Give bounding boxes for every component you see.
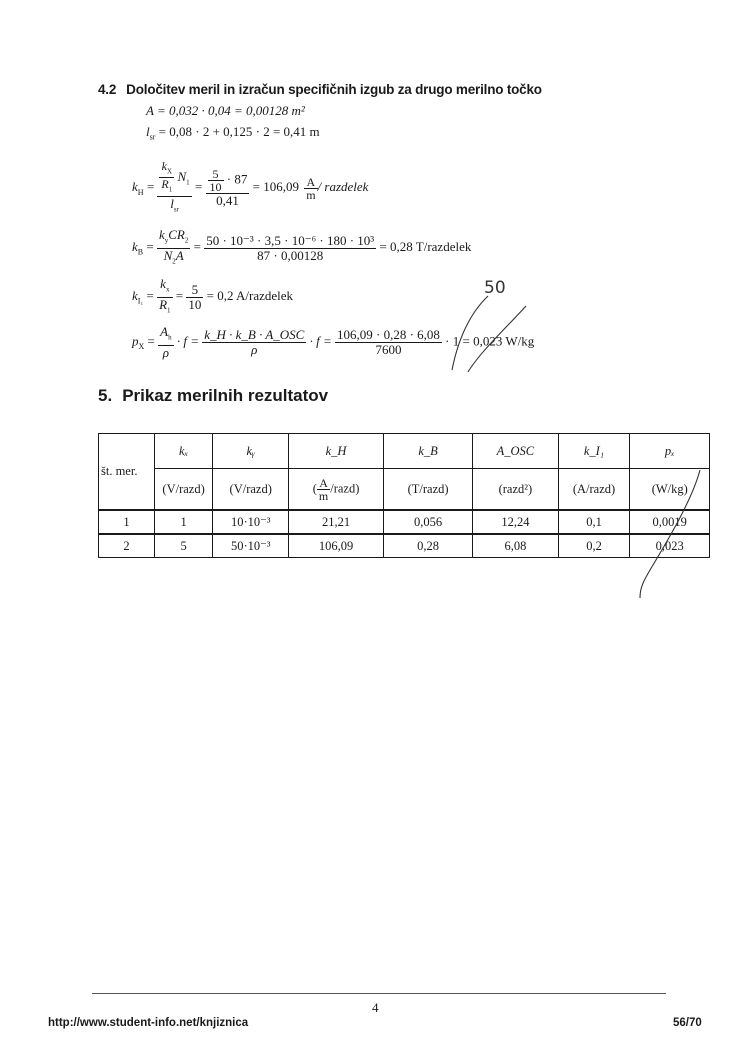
col-symbol: kᵧ (213, 434, 289, 469)
formula-area: A = 0,032 · 0,04 = 0,00128 m² (146, 103, 305, 118)
formula-kI1: $k_{I_1}$ = $\frac{k_x}{R_1}$ = $\frac{5}{10}$ = 0,2 A/razdelek (132, 276, 294, 315)
formula-kB: $k_B$ = $\frac{k_yCR_2}{N_2A}$ = $\frac{\text{50 · 10⁻³ · 3,5 · 10⁻⁶ · 180 · 10³}}{87 \cdot 0,00128}$ = 0,28 T/razdelek (132, 227, 472, 266)
col-symbol: A_OSC (473, 434, 558, 469)
kH-result: = 106,09 (252, 179, 299, 195)
results-table (98, 433, 710, 558)
footer-url[interactable]: http://www.student-info.net/knjiznica (48, 1017, 249, 1029)
col-unit: (A/razd) (558, 469, 630, 511)
footer-rule (92, 993, 666, 994)
section-title: Določitev meril in izračun specifičnih izgub za drugo merilno točko (126, 82, 542, 97)
table-row: 2 5 50·10⁻³ 106,09 0,28 6,08 0,2 0,023 (99, 534, 710, 558)
col-unit: (W/kg) (630, 469, 710, 511)
col-symbol: kₓ (154, 434, 212, 469)
page-number: 4 (372, 1000, 379, 1015)
col-unit-kH: ( $\frac{A}{m}$ /razd) (289, 469, 384, 511)
col-symbol: k_I₁ (558, 434, 630, 469)
page-count: 56/70 (673, 1017, 702, 1029)
formula-pX: $p_X$ = $\frac{A_h}{\rho}$ · f = $\frac{\text{k\_H · k\_B · A\_OSC}}{\rho}$ · f = $\frac{106,09 \cdot 0,28 \cdot 6,08}{7600}$ · 1 = 0,023 W/kg (132, 324, 535, 360)
col-unit: (T/razd) (383, 469, 472, 511)
formula-length: $l_{sr} = 0,08 \cdot 2 + 0,125 \cdot 2 = 0,41$ m (146, 124, 320, 142)
kH-symbolic-fraction: $\frac{k_X}{R_1}$ $N_1$ $l_{sr}$ (157, 160, 191, 216)
col-symbol: pₓ (630, 434, 710, 469)
table-row: 1 1 10·10⁻³ 21,21 0,056 12,24 0,1 0,0019 (99, 510, 710, 534)
pX-result: · 1 = 0,023 W/kg (445, 333, 535, 349)
kI-result: = 0,2 A/razdelek (206, 288, 294, 304)
col-symbol: k_B (383, 434, 472, 469)
kB-result: = 0,28 T/razdelek (379, 239, 472, 255)
col-unit: (V/razd) (154, 469, 212, 511)
kH-numeric-fraction: $\frac{5}{10}$ · 87 0,41 (206, 168, 250, 208)
row-header-cell: št. mer. (99, 434, 155, 511)
section-heading-4-2 (98, 82, 542, 97)
col-unit: (razd²) (473, 469, 558, 511)
handwritten-note: 50 (484, 278, 506, 298)
section-heading-5: 5. Prikaz merilnih rezultatov (98, 386, 329, 405)
col-unit: (V/razd) (213, 469, 289, 511)
col-symbol: k_H (289, 434, 384, 469)
section-number: 4.2 (98, 82, 117, 97)
formula-kH: $k_H$ = $\frac{k_X}{R_1}$ $N_1$ $l_{sr}$ = $\frac{5}{10}$ · 87 0,41 = 106,09 $\frac{A}{m}$ / razdelek (132, 160, 368, 216)
